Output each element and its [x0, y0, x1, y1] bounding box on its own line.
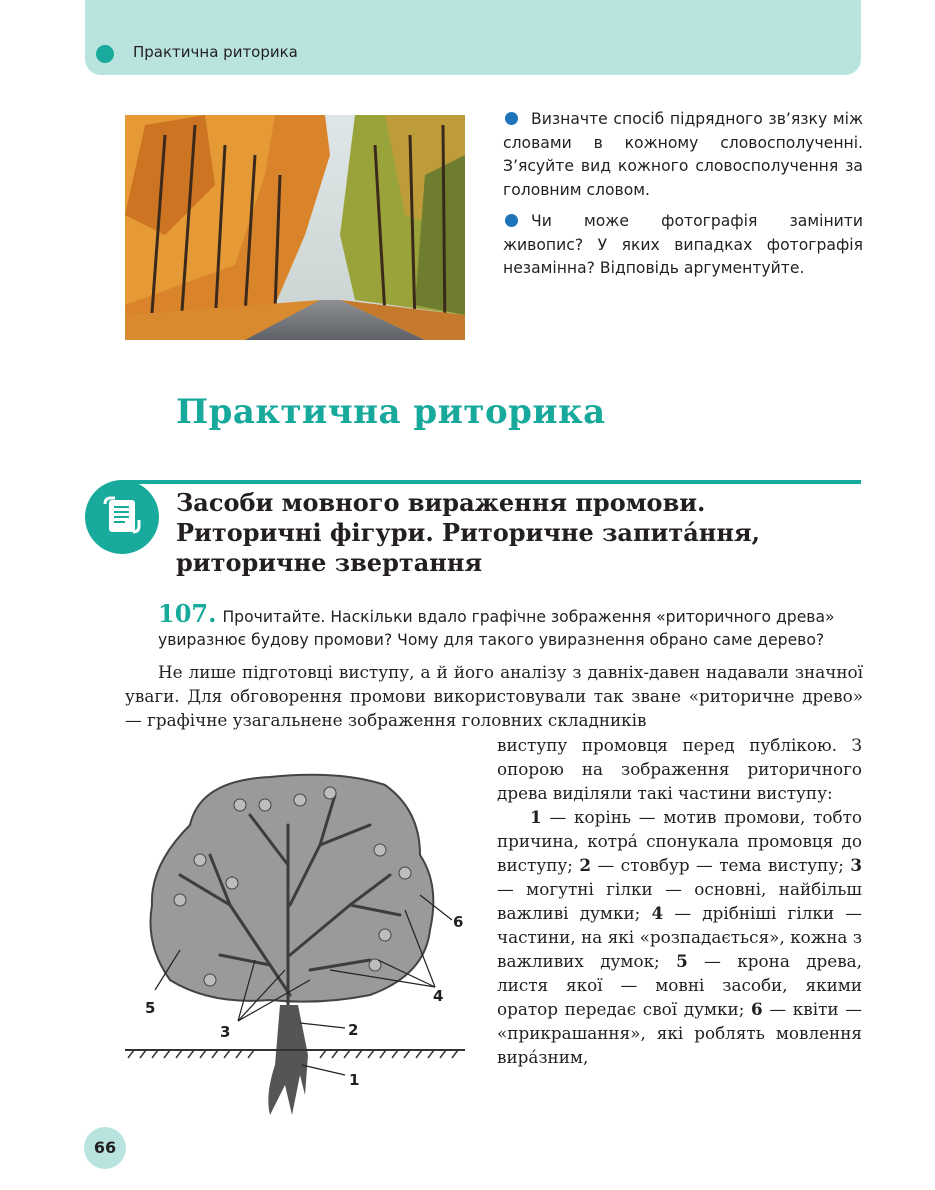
topic-heading-line: риторичне звертання [176, 548, 483, 577]
topic-rule [120, 480, 861, 484]
bullet-text: Чи може фотографія замінити живопис? У яких випадках фотографія незамінна? Відповідь аргументуйте. [503, 212, 863, 277]
autumn-photo-illustration [125, 115, 465, 340]
part-text: — крона древа, листя якої — мовні засоби, якими оратор передає свої думки; [497, 951, 862, 1019]
exercise-instruction: Прочитайте. Наскільки вдало графічне зображення «риторичного древа» увиразнює будову промови? Чому для такого увиразнення обрано саме дерево? [158, 608, 835, 649]
tree-label-4: 4 [433, 987, 444, 1005]
parts-list [497, 805, 862, 1069]
tree-trunk-roots [268, 1005, 308, 1115]
exercise-number: 107. [158, 599, 217, 628]
task-bullets [503, 108, 863, 289]
tree-label-2: 2 [348, 1021, 359, 1039]
topic-heading [176, 488, 866, 578]
header-band [85, 0, 861, 75]
autumn-road-photo [125, 115, 465, 340]
section-title: Практична риторика [176, 392, 606, 432]
part-text: — дрібніші гілки — частини, на які «розпадається», кожна з важливих думок; [497, 903, 862, 971]
bullet-item [503, 108, 863, 202]
header-dot-icon [96, 45, 114, 63]
part-number: 2 [579, 855, 592, 875]
scroll-icon [85, 480, 159, 554]
part-text: — квіти — «прикрашання», які роблять мовлення вира́зним, [497, 999, 862, 1067]
part-text: — стовбур — тема виступу; [591, 855, 851, 875]
rhetorical-tree-diagram [120, 755, 480, 1125]
body-right-column [497, 733, 862, 1069]
bullet-item [503, 210, 863, 281]
body-continued: виступу промовця перед публікою. З опорою на зображення риторичного древа виділяли такі частини виступу: [497, 735, 862, 803]
part-text: — корінь — мотив промови, тобто причина, котра́ спонукала промовця до виступу; [497, 807, 862, 875]
tree-label-6: 6 [453, 913, 464, 931]
part-number: 1 [530, 807, 542, 827]
exercise [158, 599, 863, 652]
part-number: 4 [651, 903, 664, 923]
topic-heading-line: Засоби мовного вираження промови. [176, 488, 706, 517]
part-number: 3 [850, 855, 862, 875]
tree-label-1: 1 [349, 1071, 360, 1089]
header-title: Практична риторика [133, 43, 298, 61]
part-text: — могутні гілки — основні, найбільш важливі думки; [497, 879, 862, 923]
bullet-text: Визначте спосіб підрядного зв’язку між словами в кожному словосполученні. З’ясуйте вид кожного словосполучення за головним словом. [503, 110, 863, 199]
part-number: 5 [676, 951, 688, 971]
bullet-dot-icon [505, 112, 518, 125]
tree-label-5: 5 [145, 999, 156, 1017]
tree-label-3: 3 [220, 1023, 231, 1041]
topic-heading-line: Риторичні фігури. Риторичне запита́ння, [176, 518, 760, 547]
tree-crown [150, 775, 433, 1002]
bullet-dot-icon [505, 214, 518, 227]
page-number: 66 [93, 1138, 117, 1157]
part-number: 6 [751, 999, 763, 1019]
body-intro: Не лише підготовці виступу, а й його аналізу з давніх-давен надавали значної уваги. Для обговорення промови використовували так зване «риторичне древо» — графічне узагальнене зображення головних складників [125, 662, 863, 730]
